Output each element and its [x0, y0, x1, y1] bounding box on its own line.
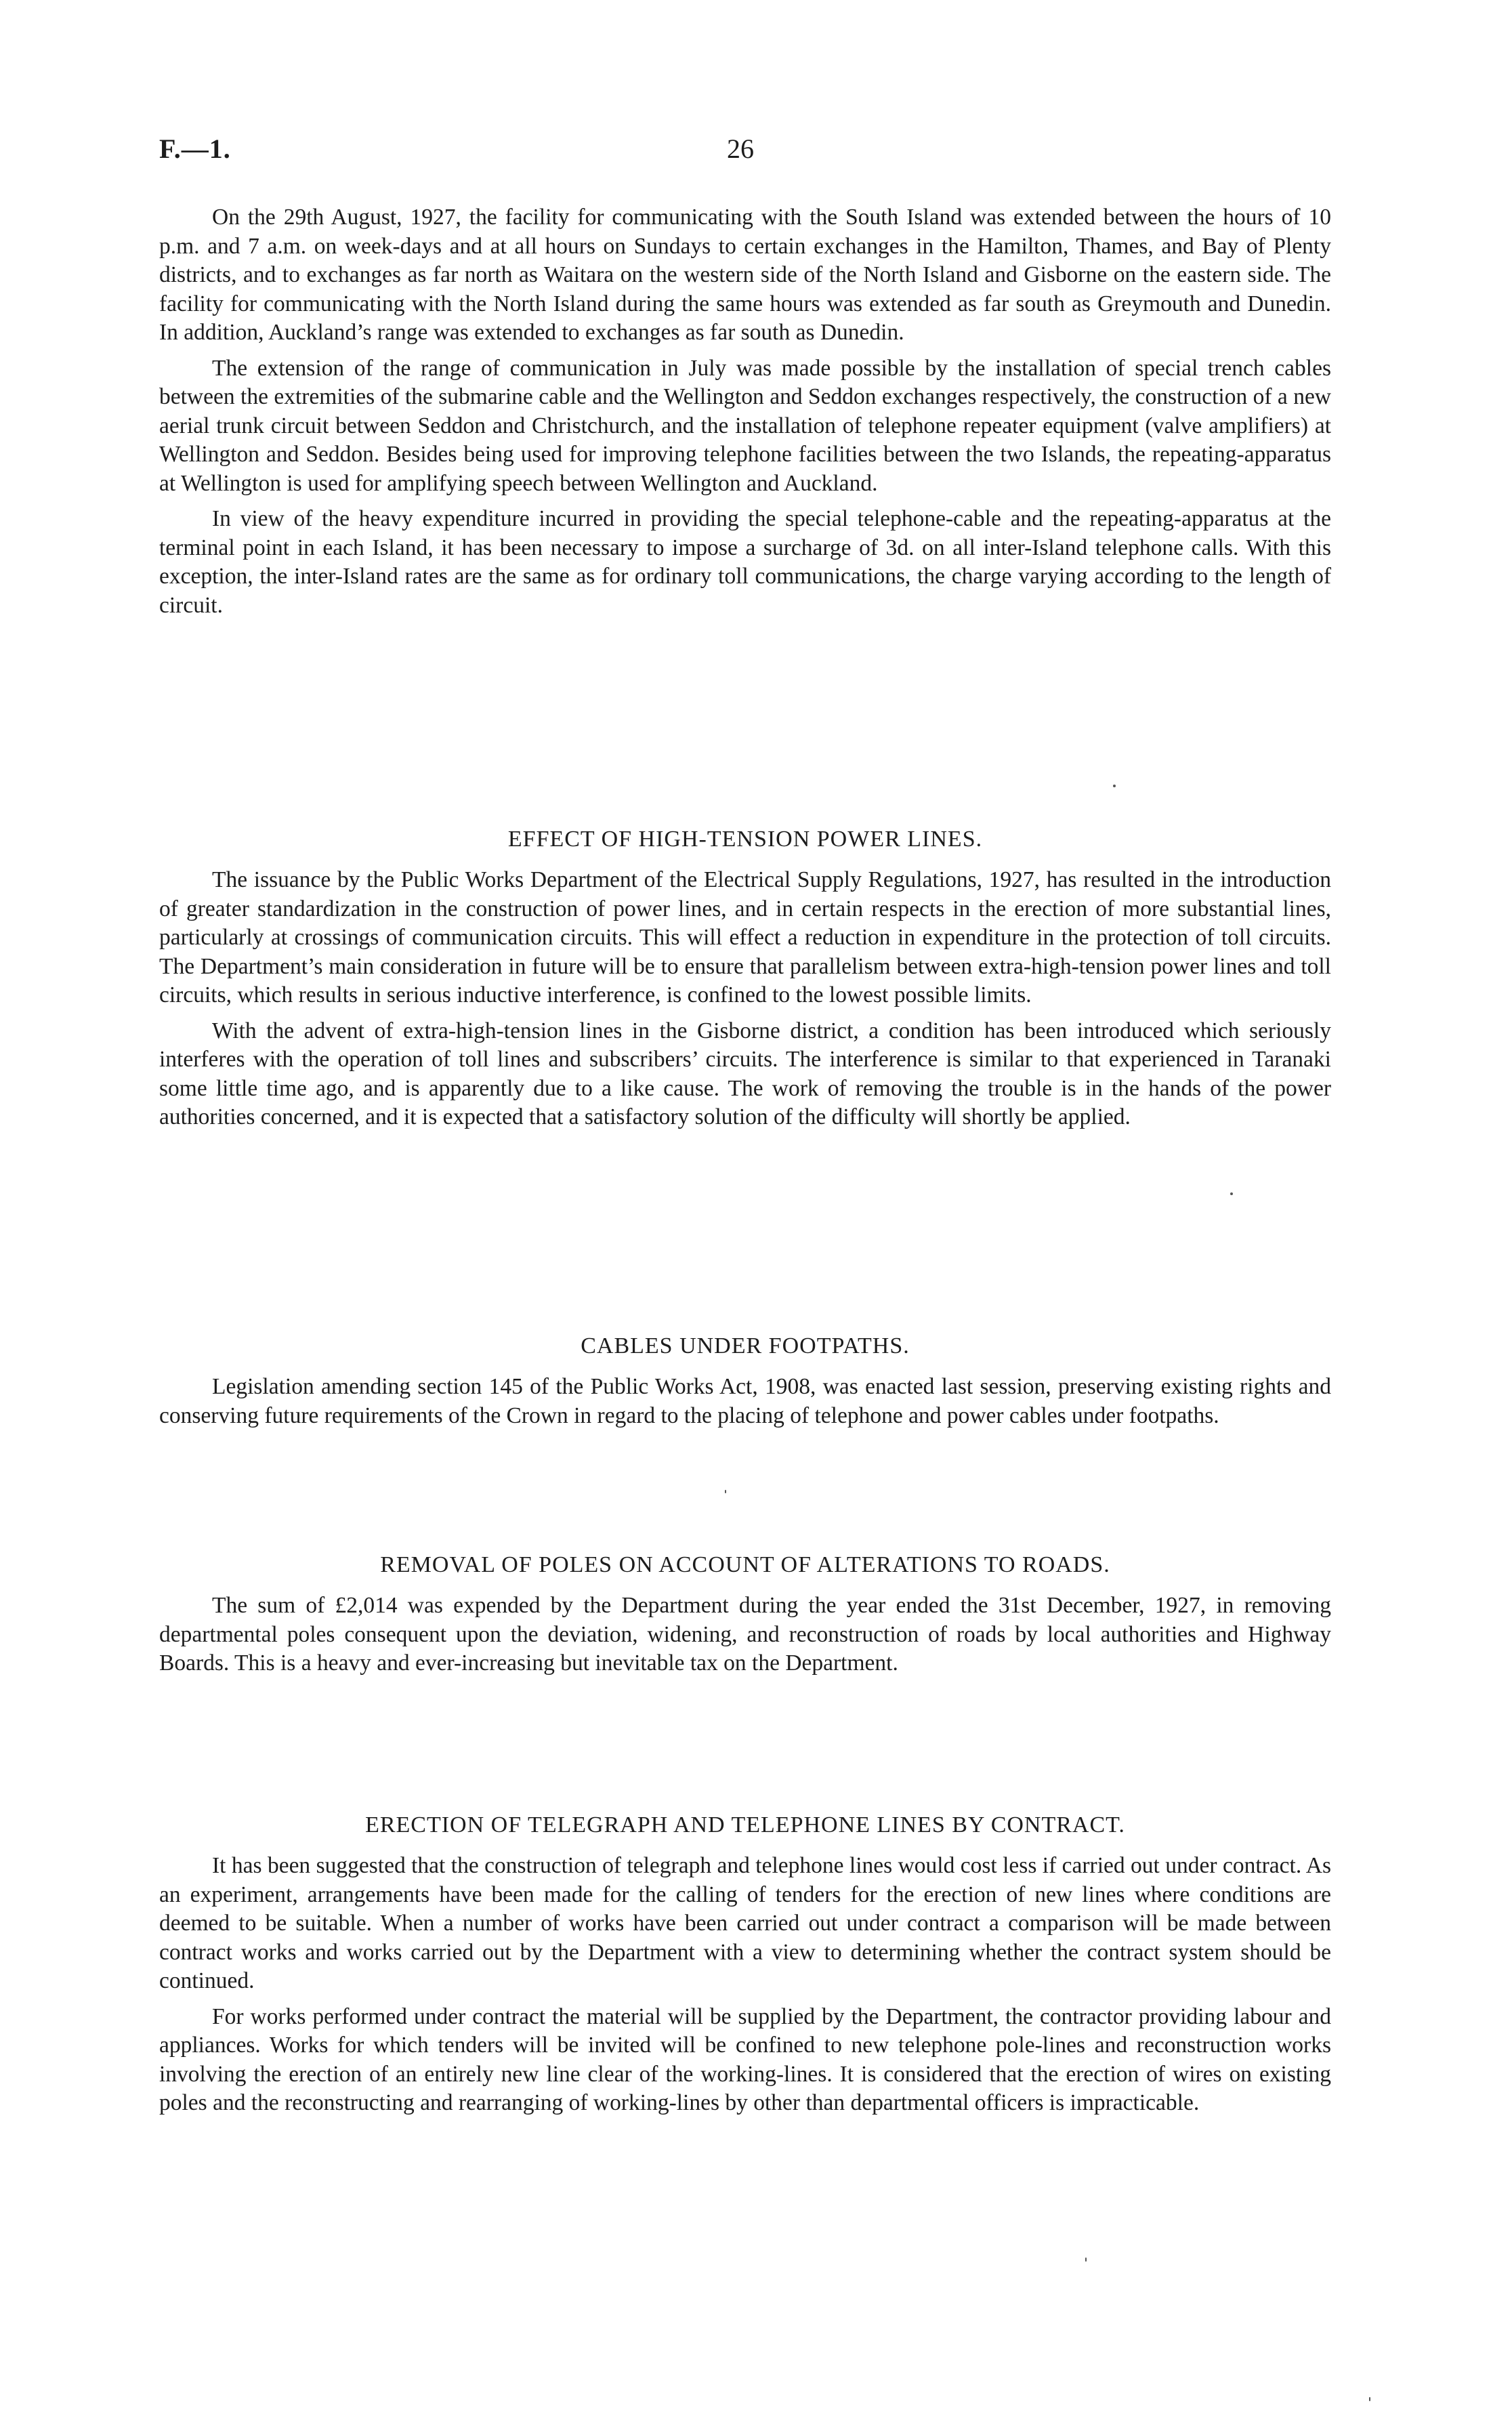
page-number: 26: [727, 133, 754, 164]
section-heading: REMOVAL OF POLES ON ACCOUNT OF ALTERATIONS TO ROADS.: [380, 1552, 1110, 1577]
scan-speck: [1230, 1192, 1233, 1195]
section-heading: EFFECT OF HIGH-TENSION POWER LINES.: [507, 827, 983, 852]
intro-section: [159, 203, 1331, 627]
section-paragraph: The sum of £2,014 was expended by the Department during the year ended the 31st December, 1927, in removing departmental poles consequent upon the deviation, widening, and reconstruction of roads by local authorities and Highway Boards. This is a heavy and ever-increasing but inevitable tax on the Department.: [159, 1593, 1331, 1676]
section-paragraph: It has been suggested that the construction of telegraph and telephone lines would cost less if carried out under contract. As an experiment, arrangements have been made for the calling of tenders for the erection of new lines where conditions are deemed to be suitable. When a number of works have been carried out under contract a comparison will be made between contract works and works carried out by the Department with a view to determining whether the contract system should be continued.: [159, 1853, 1331, 1993]
section-high-tension-power-lines: [159, 825, 1331, 1139]
page-header: [159, 133, 1331, 173]
section-paragraph: Legislation amending section 145 of the Public Works Act, 1908, was enacted last session, preserving existing rights and conserving future requirements of the Crown in regard to the placing of telephone and power cables under footpaths.: [159, 1374, 1331, 1428]
section-removal-of-poles: [159, 1551, 1331, 1685]
intro-paragraph-3: In view of the heavy expenditure incurred in providing the special telephone-cable and the repeating-apparatus at the terminal point in each Island, it has been necessary to impose a surcharge of 3d. on all inter-Island telephone calls. With this exception, the inter-Island rates are the same as for ordinary toll communications, the charge varying according to the length of circuit.: [159, 506, 1331, 618]
scan-speck: [725, 1490, 726, 1493]
intro-paragraph-2: The extension of the range of communication in July was made possible by the installation of special trench cables between the extremities of the submarine cable and the Wellington and Seddon exchanges respectively, the construction of a new aerial trunk circuit between Seddon and Christchurch, and the installation of telephone repeater equipment (valve amplifiers) at Wellington and Seddon. Besides being used for improving telephone facilities between the two Islands, the repeating-apparatus at Wellington is used for amplifying speech between Wellington and Auckland.: [159, 355, 1331, 496]
section-erection-by-contract: [159, 1811, 1331, 2125]
scan-speck: [1085, 2258, 1087, 2262]
scan-speck: [1369, 2397, 1370, 2401]
document-reference: F.—1.: [159, 133, 231, 164]
intro-paragraph-1: On the 29th August, 1927, the facility for communicating with the South Island was extended between the hours of 10 p.m. and 7 a.m. on week-days and at all hours on Sundays to certain exchanges in the Hamilton, Thames, and Bay of Plenty districts, and to exchanges as far north as Waitara on the western side of the North Island and Gisborne on the eastern side. The facility for communicating with the North Island during the same hours was extended as far south as Greymouth and Dunedin. In addition, Auckland’s range was extended to exchanges as far south as Dunedin.: [159, 205, 1331, 345]
section-heading: CABLES UNDER FOOTPATHS.: [581, 1333, 910, 1358]
section-paragraph: For works performed under contract the material will be supplied by the Department, the contractor providing labour and appliances. Works for which tenders will be invited will be confined to new telephone pole-lines and reconstruction works involving the erection of an entirely new line clear of the working-lines. It is considered that the erection of wires on existing poles and the reconstructing and rearranging of working-lines by other than departmental officers is impracticable.: [159, 2003, 1331, 2115]
section-heading: ERECTION OF TELEGRAPH AND TELEPHONE LINES BY CONTRACT.: [365, 1812, 1125, 1837]
section-paragraph: With the advent of extra-high-tension lines in the Gisborne district, a condition has been introduced which seriously interferes with the operation of toll lines and subscribers’ circuits. The interference is similar to that experienced in Taranaki some little time ago, and is apparently due to a like cause. The work of removing the trouble is in the hands of the power authorities concerned, and it is expected that a satisfactory solution of the difficulty will shortly be applied.: [159, 1018, 1331, 1129]
scan-speck: [1113, 785, 1116, 787]
section-cables-under-footpaths: [159, 1332, 1331, 1437]
section-paragraph: The issuance by the Public Works Department of the Electrical Supply Regulations, 1927, has resulted in the introduction of greater standardization in the construction of power lines, and in certain respects in the erection of more substantial lines, particularly at crossings of communication circuits. This will effect a reduction in expenditure in the protection of toll circuits. The Department’s main consideration in future will be to ensure that parallelism between extra-high-tension power lines and toll circuits, which results in serious inductive interference, is confined to the lowest possible limits.: [159, 867, 1331, 1007]
